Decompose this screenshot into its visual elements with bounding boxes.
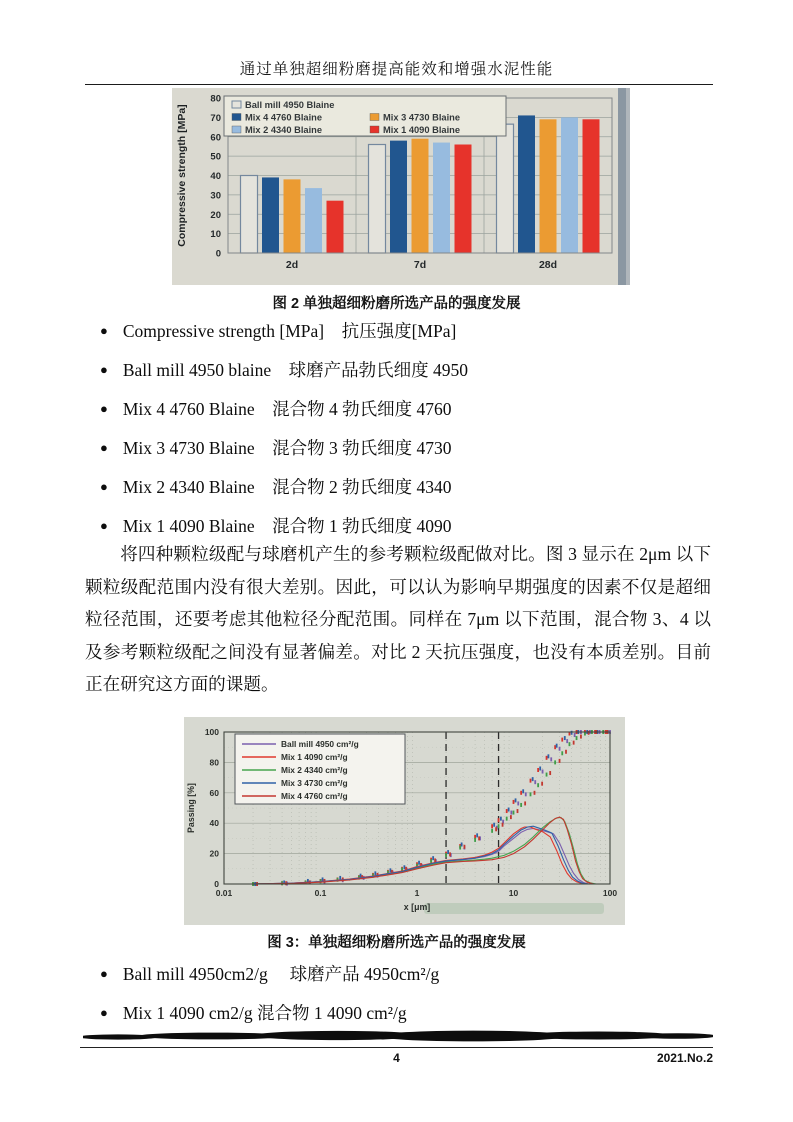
legend-note-item: ● Mix 2 4340 Blaine 混合物 2 勃氏细度 4340 <box>100 475 700 499</box>
svg-text:2d: 2d <box>285 259 299 271</box>
figure3-line-chart <box>184 717 625 925</box>
svg-text:Mix 4 4760 Blaine: Mix 4 4760 Blaine <box>245 112 322 123</box>
figure3-note-item: ● Mix 1 4090 cm2/g 混合物 1 4090 cm²/g <box>100 1001 700 1025</box>
svg-text:Mix 1 4090 cm²/g: Mix 1 4090 cm²/g <box>281 752 348 762</box>
body-paragraph: 将四种颗粒级配与球磨机产生的参考颗粒级配做对比。图 3 显示在 2μm 以下颗粒级配范围内没有很大差别。因此，可以认为影响早期强度的因素不仅是超细粒径范围，还要考虑其他粒径分配范围。同样在 7μm 以下范围，混合物 3、4 以及参考颗粒级配之间没有显著偏差。对比 2 天抗压强度，也没有本质差别。目前正在研究这方面的课题。 <box>85 544 711 695</box>
svg-text:60: 60 <box>209 787 219 798</box>
figure3-note-item: ● Ball mill 4950cm2/g 球磨产品 4950cm²/g <box>100 962 700 986</box>
svg-text:10: 10 <box>210 229 221 241</box>
svg-text:50: 50 <box>210 151 221 163</box>
svg-text:80: 80 <box>209 757 219 768</box>
svg-text:Passing [%]: Passing [%] <box>186 783 196 833</box>
legend-note-list <box>100 319 700 553</box>
legend-note-item: ● Compressive strength [MPa] 抗压强度[MPa] <box>100 319 700 343</box>
svg-text:40: 40 <box>210 171 221 182</box>
figure3-scanned-image <box>184 717 625 925</box>
svg-text:x [μm]: x [μm] <box>403 902 431 912</box>
svg-text:70: 70 <box>210 112 221 124</box>
footer-rule <box>80 1047 713 1048</box>
figure3-caption: 图 3：单独超细粉磨所选产品的强度发展 <box>267 935 526 951</box>
svg-text:Mix 3 4730 cm²/g: Mix 3 4730 cm²/g <box>281 778 348 788</box>
svg-text:60: 60 <box>210 132 221 144</box>
svg-text:Compressive strength [MPa]: Compressive strength [MPa] <box>176 104 188 247</box>
page-header-title: 通过单独超细粉磨提高能效和增强水泥性能 <box>239 61 554 78</box>
svg-text:100: 100 <box>204 727 219 737</box>
footer-page-number: 4 <box>393 1051 400 1065</box>
legend-note-item: ● Mix 3 4730 Blaine 混合物 3 勃氏细度 4730 <box>100 436 700 460</box>
svg-text:20: 20 <box>209 848 219 859</box>
svg-text:Mix 2 4340 cm²/g: Mix 2 4340 cm²/g <box>281 765 348 775</box>
footer-issue-label: 2021.No.2 <box>656 1051 713 1065</box>
svg-text:Mix 1 4090 Blaine: Mix 1 4090 Blaine <box>383 124 460 135</box>
svg-text:30: 30 <box>210 190 221 202</box>
svg-text:20: 20 <box>210 209 221 221</box>
svg-text:Mix 2 4340 Blaine: Mix 2 4340 Blaine <box>245 124 322 135</box>
svg-text:1: 1 <box>414 888 420 898</box>
svg-text:28d: 28d <box>538 259 558 271</box>
scan-smear-artifact <box>83 1029 713 1043</box>
legend-note-item: ● Ball mill 4950 blaine 球磨产品勃氏细度 4950 <box>100 358 700 382</box>
svg-text:10: 10 <box>508 888 519 898</box>
svg-text:0.1: 0.1 <box>314 888 327 898</box>
svg-text:Ball mill 4950 cm²/g: Ball mill 4950 cm²/g <box>281 739 359 749</box>
svg-text:7d: 7d <box>413 259 427 271</box>
legend-note-item: ● Mix 4 4760 Blaine 混合物 4 勃氏细度 4760 <box>100 397 700 421</box>
header-rule <box>85 84 713 85</box>
svg-text:Mix 3 4730 Blaine: Mix 3 4730 Blaine <box>383 112 460 123</box>
figure2-bar-chart <box>172 88 630 285</box>
svg-text:0: 0 <box>215 248 221 260</box>
svg-text:100: 100 <box>602 888 618 898</box>
svg-text:40: 40 <box>209 818 219 829</box>
svg-text:0: 0 <box>214 879 219 889</box>
svg-text:Ball mill 4950 Blaine: Ball mill 4950 Blaine <box>245 99 335 110</box>
svg-text:Mix 4 4760 cm²/g: Mix 4 4760 cm²/g <box>281 791 348 801</box>
figure2-caption: 图 2 单独超细粉磨所选产品的强度发展 <box>272 296 521 312</box>
legend-note-item: ● Mix 1 4090 Blaine 混合物 1 勃氏细度 4090 <box>100 514 700 538</box>
svg-text:0.01: 0.01 <box>215 888 233 898</box>
figure2-scanned-image <box>172 88 630 285</box>
svg-text:80: 80 <box>210 93 221 105</box>
